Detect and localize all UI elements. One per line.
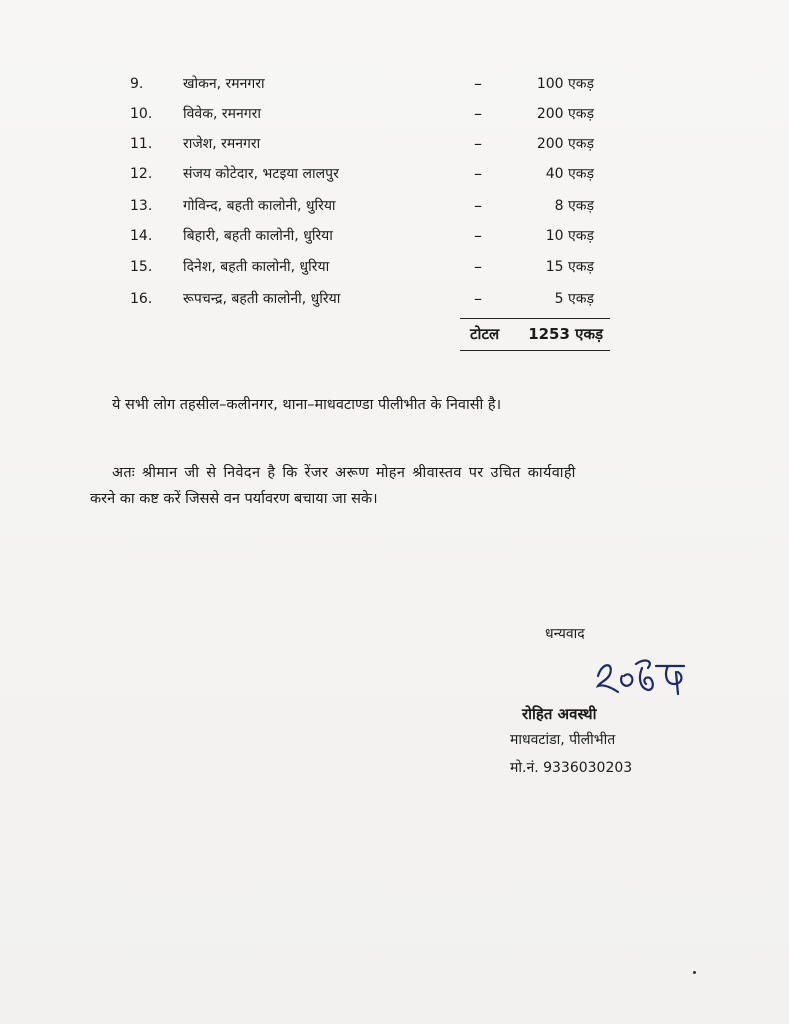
item-dash: –: [474, 164, 482, 183]
total-rule-bottom: [460, 350, 610, 351]
paper-speck: [693, 971, 696, 974]
list-item: [0, 100, 789, 128]
item-quantity: 5 एकड़: [554, 291, 594, 307]
item-dash: –: [474, 226, 482, 245]
item-number: 10.: [130, 106, 153, 122]
thanks-text: धन्यवाद: [545, 626, 585, 642]
item-number: 13.: [130, 198, 153, 214]
total-row: [0, 320, 789, 348]
item-number: 14.: [130, 228, 153, 244]
item-quantity: 8 एकड़: [554, 198, 594, 214]
item-dash: –: [474, 104, 482, 123]
list-item: [0, 130, 789, 158]
list-item: [0, 253, 789, 281]
handwritten-signature: [592, 654, 688, 700]
list-item: [0, 222, 789, 250]
request-line-1: अतः श्रीमान जी से निवेदन है कि रेंजर अरूण मोहन श्रीवास्तव पर उचित कार्यवाही: [112, 465, 576, 481]
total-value: 1253 एकड़: [528, 325, 603, 343]
sender-mobile: मो.नं. 9336030203: [510, 760, 633, 776]
item-number: 15.: [130, 259, 153, 275]
item-name: दिनेश, बहती कालोनी, धुरिया: [183, 259, 330, 275]
item-dash: –: [474, 134, 482, 153]
request-line-2: करने का कष्ट करें जिससे वन पर्यावरण बचाया जा सके।: [90, 491, 378, 507]
total-rule-top: [460, 318, 610, 319]
total-label: टोटल: [470, 325, 500, 343]
item-name: बिहारी, बहती कालोनी, धुरिया: [183, 228, 333, 244]
item-name: गोविन्द, बहती कालोनी, धुरिया: [183, 198, 336, 214]
sender-name: रोहित अवस्थी: [522, 705, 597, 723]
item-number: 9.: [130, 76, 144, 92]
list-item: [0, 192, 789, 220]
item-name: रूपचन्द्र, बहती कालोनी, धुरिया: [183, 291, 341, 307]
item-number: 12.: [130, 166, 153, 182]
item-name: संजय कोटेदार, भटइया लालपुर: [183, 166, 339, 182]
list-item: [0, 70, 789, 98]
item-dash: –: [474, 74, 482, 93]
list-item: [0, 160, 789, 188]
item-dash: –: [474, 289, 482, 308]
request-paragraph: [90, 460, 694, 512]
residence-paragraph: ये सभी लोग तहसील–कलीनगर, थाना–माधवटाण्डा पीलीभीत के निवासी है।: [112, 397, 502, 413]
item-name: विवेक, रमनगरा: [183, 106, 261, 122]
item-quantity: 100 एकड़: [536, 76, 594, 92]
item-dash: –: [474, 196, 482, 215]
item-quantity: 10 एकड़: [545, 228, 594, 244]
item-quantity: 200 एकड़: [536, 136, 594, 152]
item-number: 11.: [130, 136, 153, 152]
item-name: राजेश, रमनगरा: [183, 136, 261, 152]
item-number: 16.: [130, 291, 153, 307]
item-dash: –: [474, 257, 482, 276]
list-item: [0, 285, 789, 313]
item-quantity: 40 एकड़: [545, 166, 594, 182]
item-quantity: 15 एकड़: [545, 259, 594, 275]
item-name: खोकन, रमनगरा: [183, 76, 265, 92]
item-quantity: 200 एकड़: [536, 106, 594, 122]
sender-address: माधवटांडा, पीलीभीत: [510, 732, 616, 748]
